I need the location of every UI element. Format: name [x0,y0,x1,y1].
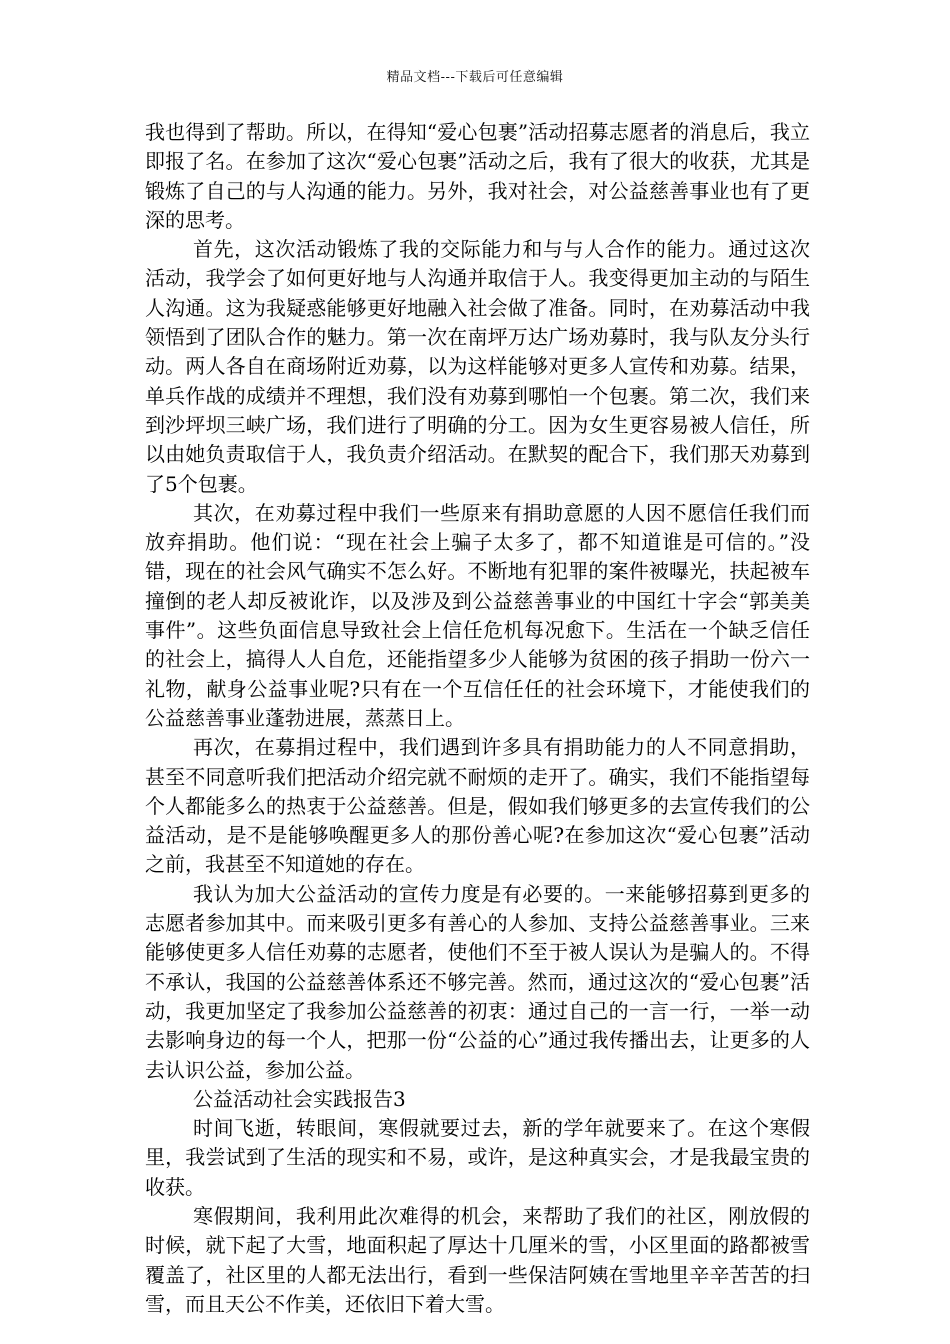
paragraph-7: 寒假期间，我利用此次难得的机会，来帮助了我们的社区，刚放假的时候，就下起了大雪，地面积起了厚达十几厘米的雪，小区里面的路都被雪覆盖了，社区里的人都无法出行，看到一些保洁阿姨在雪地里辛辛苦苦的扫雪，而且天公不作美，还依旧下着大雪。 [145,1203,810,1316]
page-header: 精品文档---下载后可任意编辑 [386,70,564,85]
paragraph-5: 我认为加大公益活动的宣传力度是有必要的。一来能够招募到更多的志愿者参加其中。而来吸引更多有善心的人参加、支持公益慈善事业。三来能够使更多人信任劝募的志愿者，使他们不至于被人误认为是骗人的。不得不承认，我国的公益慈善体系还不够完善。然而，通过这次的“爱心包裹”活动，我更加坚定了我参加公益慈善的初衷：通过自己的一言一行，一举一动去影响身边的每一个人，把那一份“公益的心”通过我传播出去，让更多的人去认识公益，参加公益。 [145,881,810,1082]
section-heading: 公益活动社会实践报告3 [193,1086,406,1111]
paragraph-3: 其次，在劝募过程中我们一些原来有捐助意愿的人因不愿信任我们而放弃捐助。他们说：“现在社会上骗子太多了，都不知道谁是可信的。”没错，现在的社会风气确实不怎么好。不断地有犯罪的案件被曝光，扶起被车撞倒的老人却反被讹诈，以及涉及到公益慈善事业的中国红十字会“郭美美事件”。这些负面信息导致社会上信任危机每况愈下。生活在一个缺乏信任的社会上，搞得人人自危，还能指望多少人能够为贫困的孩子捐助一份六一礼物，献身公益事业呢?只有在一个互信任任的社会环境下，才能使我们的公益慈善事业蓬勃进展，蒸蒸日上。 [145,500,810,730]
paragraph-4: 再次，在募捐过程中，我们遇到许多具有捐助能力的人不同意捐助，甚至不同意听我们把活动介绍完就不耐烦的走开了。确实，我们不能指望每个人都能多么的热衷于公益慈善。但是，假如我们够更多的去宣传我们的公益活动，是不是能够唤醒更多人的那份善心呢?在参加这次“爱心包裹”活动之前，我甚至不知道她的存在。 [145,735,810,877]
document-body [145,118,810,1319]
paragraph-1: 我也得到了帮助。所以，在得知“爱心包裹”活动招募志愿者的消息后，我立即报了名。在参加了这次“爱心包裹”活动之后，我有了很大的收获，尤其是锻炼了自己的与人沟通的能力。另外，我对社会，对公益慈善事业也有了更深的思考。 [145,120,810,232]
paragraph-2: 首先，这次活动锻炼了我的交际能力和与与人合作的能力。通过这次活动，我学会了如何更好地与人沟通并取信于人。我变得更加主动的与陌生人沟通。这为我疑惑能够更好地融入社会做了准备。同时，在劝募活动中我领悟到了团队合作的魅力。第一次在南坪万达广场劝募时，我与队友分头行动。两人各自在商场附近劝募，以为这样能够对更多人宣传和劝募。结果，单兵作战的成绩并不理想，我们没有劝募到哪怕一个包裹。第二次，我们来到沙坪坝三峡广场，我们进行了明确的分工。因为女生更容易被人信任，所以由她负责取信于人，我负责介绍活动。在默契的配合下，我们那天劝募到了5个包裹。 [145,237,810,496]
paragraph-6: 时间飞逝，转眼间，寒假就要过去，新的学年就要来了。在这个寒假里，我尝试到了生活的现实和不易，或许，是这种真实会，才是我最宝贵的收获。 [145,1116,810,1199]
